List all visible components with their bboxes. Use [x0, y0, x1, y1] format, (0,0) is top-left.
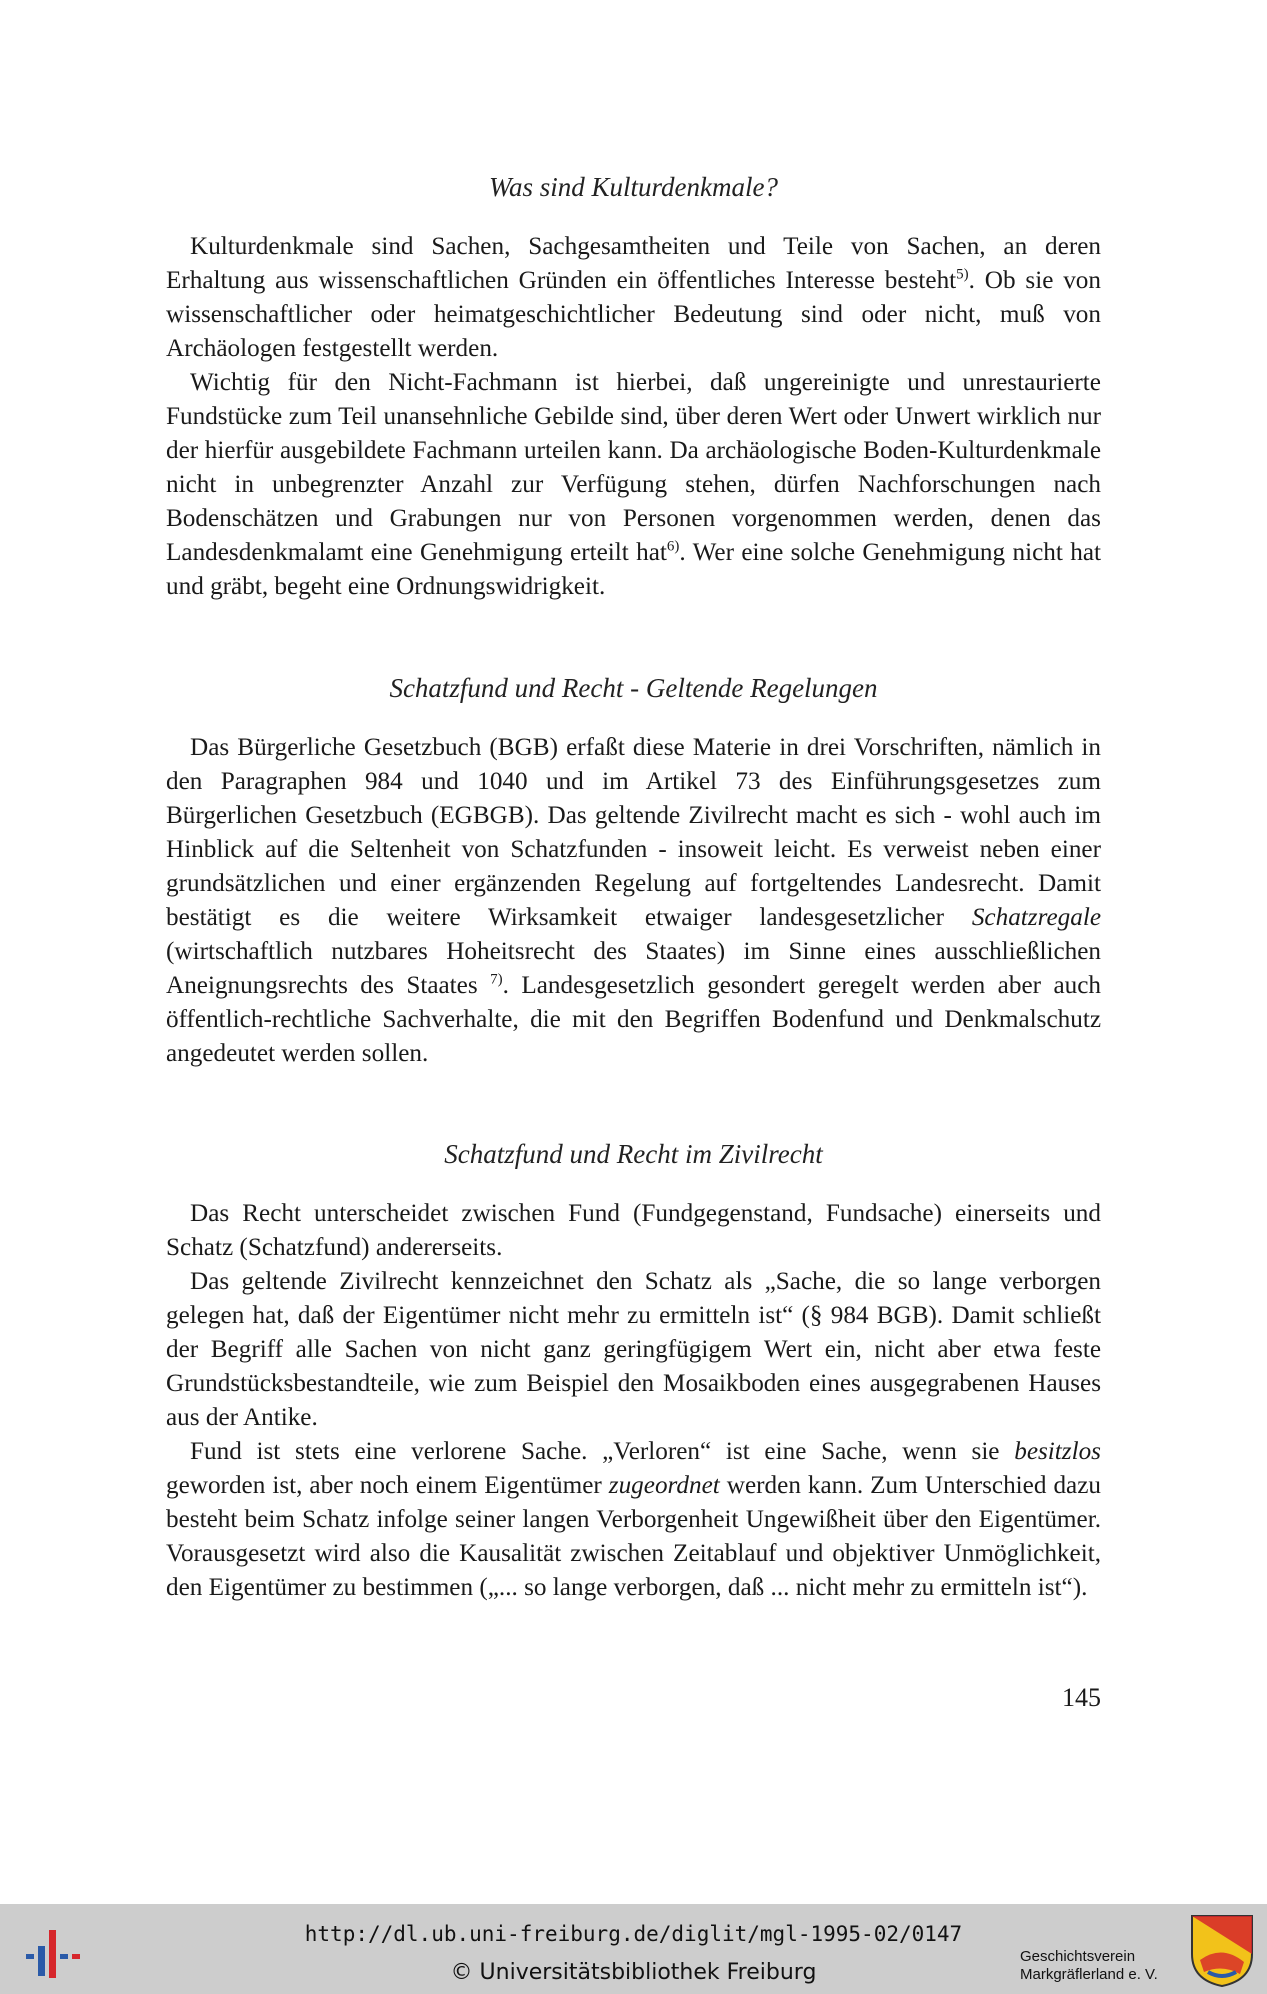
society-name: Geschichtsverein Markgräflerland e. V. — [1020, 1948, 1158, 1983]
footer-copyright: © Universitätsbibliothek Freiburg — [450, 1960, 817, 1985]
paragraph: Wichtig für den Nicht-Fachmann ist hierbei, daß ungereinigte und unrestaurierte Fundstücke zum Teil unansehnliche Gebilde sind, über deren Wert oder Unwert wirklich nur der hierfür ausgebildete Fachmann urteilen kann. Da archäologische Boden-Kulturdenkmale nicht in unbegrenzter Anzahl zur Verfügung stehen, dürfen Nachforschungen nach Bodenschätzen und Grabungen nur von Personen vorgenommen werden, denen das Landesdenkmalamt eine Genehmigung erteilt hat$^{6)}$. Wer eine solche Genehmigung nicht hat und gräbt, begeht eine Ordnungswidrigkeit. — [166, 369, 1101, 600]
section-body — [166, 230, 1101, 604]
footer-url[interactable]: http://dl.ub.uni-freiburg.de/diglit/mgl-1995-02/0147 — [304, 1922, 963, 1946]
paragraph: Das Bürgerliche Gesetzbuch (BGB) erfaßt diese Materie in drei Vorschriften, nämlich in den Paragraphen 984 und 1040 und im Artikel 73 des Einführungsgesetzes zum Bürgerlichen Gesetzbuch (EGBGB). Das geltende Zivilrecht macht es sich - wohl auch im Hinblick auf die Seltenheit von Schatzfunden - insoweit leicht. Es verweist neben einer grundsätzlichen und einer ergänzenden Regelung auf fortgeltendes Landesrecht. Damit bestätigt es die weitere Wirksamkeit etwaiger landesgesetzlicher Schatzregale (wirtschaftlich nutzbares Hoheitsrecht des Staates) im Sinne eines ausschließlichen Aneignungsrechts des Staates $^{7)}$. Landesgesetzlich gesondert geregelt werden aber auch öffentlich-rechtliche Sachverhalte, die mit den Begriffen Bodenfund und Denkmalschutz angedeutet werden sollen. — [166, 734, 1101, 1067]
section-body — [166, 1197, 1101, 1605]
paragraph: Kulturdenkmale sind Sachen, Sachgesamtheiten und Teile von Sachen, an deren Erhaltung aus wissenschaftlichen Gründen ein öffentliches Interesse besteht$^{5)}$. Ob sie von wissenschaftlicher oder heimatgeschichtlicher Bedeutung sind oder nicht, muß von Archäologen festgestellt werden. — [166, 233, 1101, 362]
section-heading: Schatzfund und Recht im Zivilrecht — [444, 1139, 823, 1169]
paragraph: Das geltende Zivilrecht kennzeichnet den Schatz als „Sache, die so lange verborgen gelegen hat, daß der Eigentümer nicht mehr zu ermitteln ist“ (§ 984 BGB). Damit schließt der Begriff alle Sachen von nicht ganz geringfügigem Wert ein, nicht aber etwa feste Grundstücksbestandteile, wie zum Beispiel den Mosaikboden eines ausgegrabenen Hauses aus der Antike. — [166, 1268, 1101, 1431]
coat-of-arms-icon — [1190, 1914, 1254, 1988]
section-heading: Was sind Kulturdenkmale? — [489, 172, 778, 202]
footnote-ref: 7) — [490, 971, 503, 988]
footnote-ref: 6) — [666, 538, 680, 555]
digitization-footer — [0, 1904, 1267, 1994]
section-body — [166, 731, 1101, 1071]
section-zivilrecht — [166, 1139, 1101, 1170]
footnote-ref: 5) — [956, 266, 969, 283]
paragraph: Das Recht unterscheidet zwischen Fund (Fundgegenstand, Fundsache) einerseits und Schatz (Schatzfund) andererseits. — [166, 1200, 1101, 1261]
section-heading: Schatzfund und Recht - Geltende Regelungen — [389, 673, 878, 703]
section-kulturdenkmale — [166, 172, 1101, 203]
paragraph: Fund ist stets eine verlorene Sache. „Verloren“ ist eine Sache, wenn sie besitzlos geworden ist, aber noch einem Eigentümer zugeordnet werden kann. Zum Unterschied dazu besteht beim Schatz infolge seiner langen Verborgenheit Ungewißheit über den Eigentümer. Vorausgesetzt wird also die Kausalität zwischen Zeitablauf und objektiver Unmöglichkeit, den Eigentümer zu bestimmen („... so lange verborgen, daß ... nicht mehr zu ermitteln ist“). — [166, 1438, 1101, 1601]
section-geltende-regelungen — [166, 673, 1101, 704]
page-number: 145 — [1062, 1683, 1101, 1712]
